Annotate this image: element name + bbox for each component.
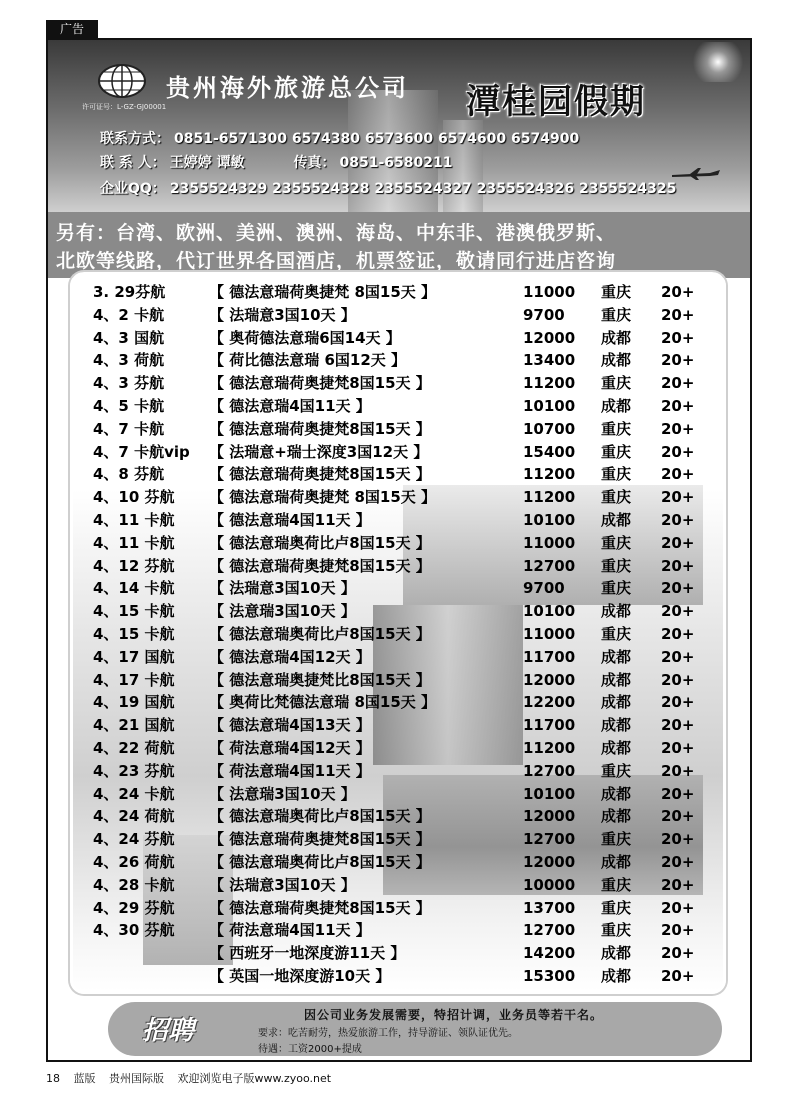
tour-departure-city: 重庆 — [601, 374, 632, 393]
tour-date: 4、10 芬航 — [93, 488, 175, 507]
tour-row — [73, 942, 723, 965]
tour-route: 【 法瑞意3国10天 】 — [209, 305, 356, 324]
tour-date: 4、5 卡航 — [93, 397, 165, 415]
tour-row — [73, 714, 723, 737]
tour-min-group: 20+ — [661, 374, 695, 393]
tour-date: 4、15 卡航 — [93, 625, 175, 643]
tour-departure-city: 成都 — [601, 944, 632, 963]
tour-min-group: 20+ — [661, 761, 695, 780]
tour-price: 12700 — [523, 761, 576, 780]
tour-date: 4、26 荷航 — [93, 853, 175, 871]
tour-departure-city: 重庆 — [601, 830, 632, 849]
tour-route: 【 德法意瑞4国11天 】 — [209, 397, 371, 415]
tour-row — [73, 555, 723, 578]
recruitment-box — [108, 1002, 722, 1056]
tour-departure-city: 成都 — [601, 647, 632, 666]
tour-price: 15300 — [523, 967, 576, 985]
tour-route: 【 荷比德法意瑞 6国12天 】 — [209, 351, 406, 370]
tour-row — [73, 600, 723, 623]
tour-price: 10100 — [523, 784, 576, 803]
tour-price: 9700 — [523, 579, 565, 598]
tour-price: 10700 — [523, 419, 576, 438]
tour-price: 11200 — [523, 739, 576, 757]
tour-price: 15400 — [523, 442, 576, 461]
tour-departure-city: 成都 — [601, 716, 632, 735]
tour-route: 【 法瑞意+瑞士深度3国12天 】 — [209, 442, 429, 461]
phone-numbers: 0851-6571300 6574380 6573600 6574600 6574900 — [174, 131, 580, 147]
recruit-headline: 因公司业务发展需要，特招计调，业务员等若干名。 — [304, 1008, 604, 1022]
tour-date: 4、24 卡航 — [93, 784, 175, 803]
airplane-icon — [670, 167, 722, 181]
tour-row — [73, 304, 723, 327]
tour-price: 11000 — [523, 533, 576, 552]
tour-date: 4、17 卡航 — [93, 670, 175, 689]
tour-departure-city: 重庆 — [601, 625, 632, 643]
tour-date: 4、30 芬航 — [93, 921, 175, 940]
tour-row — [73, 509, 723, 532]
tour-min-group: 20+ — [661, 647, 695, 666]
page-footer — [46, 1070, 341, 1086]
tour-departure-city: 重庆 — [601, 875, 632, 894]
tour-route: 【 德法意瑞荷奥捷梵8国15天 】 — [209, 419, 431, 438]
tour-departure-city: 重庆 — [601, 419, 632, 438]
tour-row — [73, 669, 723, 692]
contact-persons: 王婷婷 谭敏 — [169, 155, 245, 171]
tour-date: 4、24 芬航 — [93, 830, 175, 849]
tour-route: 【 法意瑞3国10天 】 — [209, 784, 356, 803]
tour-route: 【 西班牙一地深度游11天 】 — [209, 944, 406, 963]
tour-min-group: 20+ — [661, 419, 695, 438]
tour-row — [73, 623, 723, 646]
tour-departure-city: 重庆 — [601, 898, 632, 917]
contact-person-line — [100, 152, 452, 172]
tour-min-group: 20+ — [661, 305, 695, 324]
tour-route: 【 德法意瑞奥荷比卢8国15天 】 — [209, 853, 431, 871]
tour-route: 【 德法意瑞荷奥捷梵8国15天 】 — [209, 898, 431, 917]
tour-min-group: 20+ — [661, 716, 695, 735]
tour-route: 【 法瑞意3国10天 】 — [209, 875, 356, 894]
tour-date: 4、7 卡航 — [93, 419, 165, 438]
tour-row — [73, 760, 723, 783]
tour-route: 【 德法意瑞荷奥捷梵8国15天 】 — [209, 374, 431, 393]
tour-route: 【 德法意瑞荷奥捷梵8国15天 】 — [209, 465, 431, 484]
tour-price: 11000 — [523, 283, 576, 301]
tour-price: 9700 — [523, 305, 565, 324]
person-label: 联 系 人： — [100, 155, 166, 171]
tour-price: 11700 — [523, 647, 576, 666]
tour-date: 4、14 卡航 — [93, 579, 175, 598]
tour-date: 4、23 芬航 — [93, 761, 175, 780]
tour-min-group: 20+ — [661, 328, 695, 347]
tour-row — [73, 372, 723, 395]
other-routes-line-1: 另有：台湾、欧洲、美洲、澳洲、海岛、中东非、港澳俄罗斯、 — [56, 222, 617, 244]
tour-departure-city: 成都 — [601, 967, 632, 985]
tour-departure-city: 重庆 — [601, 579, 632, 598]
tour-min-group: 20+ — [661, 944, 695, 963]
tour-date: 4、22 荷航 — [93, 739, 175, 757]
tour-price: 12000 — [523, 670, 576, 689]
tour-row — [73, 691, 723, 714]
page-number: 18 — [46, 1072, 60, 1085]
tour-departure-city: 成都 — [601, 670, 632, 689]
tour-price: 12000 — [523, 853, 576, 871]
tour-row — [73, 349, 723, 372]
license-number: 许可证号：L-GZ-GJ00001 — [82, 103, 167, 111]
tour-route: 【 德法意瑞奥捷梵比8国15天 】 — [209, 670, 431, 689]
tour-min-group: 20+ — [661, 488, 695, 507]
tour-row — [73, 805, 723, 828]
tour-route: 【 德法意瑞荷奥捷梵8国15天 】 — [209, 830, 431, 849]
tour-date: 3. 29芬航 — [93, 283, 166, 301]
tour-price: 12000 — [523, 328, 576, 347]
tour-price: 10100 — [523, 602, 576, 621]
tour-departure-city: 成都 — [601, 807, 632, 826]
tour-min-group: 20+ — [661, 397, 695, 415]
tour-departure-city: 成都 — [601, 739, 632, 757]
tour-min-group: 20+ — [661, 465, 695, 484]
tour-departure-city: 成都 — [601, 351, 632, 370]
tour-date: 4、8 芬航 — [93, 465, 165, 484]
tour-min-group: 20+ — [661, 511, 695, 529]
brand-title: 潭桂园假期 — [466, 82, 646, 122]
tour-price: 12200 — [523, 693, 576, 712]
tour-min-group: 20+ — [661, 807, 695, 826]
contact-qq-line — [100, 178, 676, 198]
tour-route: 【 英国一地深度游10天 】 — [209, 967, 391, 985]
tour-min-group: 20+ — [661, 921, 695, 940]
tour-price: 12700 — [523, 556, 576, 575]
tour-date: 4、28 卡航 — [93, 875, 175, 894]
advertisement-frame — [46, 38, 752, 1062]
tour-route: 【 奥荷比梵德法意瑞 8国15天 】 — [209, 693, 436, 712]
tour-date: 4、12 芬航 — [93, 556, 175, 575]
tour-row — [73, 418, 723, 441]
tour-route: 【 德法意瑞奥荷比卢8国15天 】 — [209, 533, 431, 552]
sun-glow — [688, 42, 748, 82]
globe-logo-icon — [98, 64, 146, 98]
tour-route: 【 德法意瑞荷奥捷梵8国15天 】 — [209, 556, 431, 575]
tour-route: 【 德法意瑞4国11天 】 — [209, 511, 371, 529]
tour-price: 10000 — [523, 875, 576, 894]
fax-number: 0851-6580211 — [339, 155, 453, 171]
tour-price: 11000 — [523, 625, 576, 643]
tour-route: 【 德法意瑞荷奥捷梵 8国15天 】 — [209, 283, 436, 301]
tour-departure-city: 成都 — [601, 328, 632, 347]
tour-date: 4、24 荷航 — [93, 807, 175, 826]
tour-min-group: 20+ — [661, 693, 695, 712]
tour-row — [73, 441, 723, 464]
tour-route: 【 德法意瑞荷奥捷梵 8国15天 】 — [209, 488, 436, 507]
tour-route: 【 法瑞意3国10天 】 — [209, 579, 356, 598]
tour-departure-city: 成都 — [601, 397, 632, 415]
tour-price: 13700 — [523, 898, 576, 917]
tour-departure-city: 重庆 — [601, 283, 632, 301]
tour-date: 4、2 卡航 — [93, 305, 165, 324]
tour-departure-city: 成都 — [601, 511, 632, 529]
website-link[interactable]: 欢迎浏览电子版www.zyoo.net — [177, 1072, 332, 1085]
tour-min-group: 20+ — [661, 875, 695, 894]
tour-row — [73, 897, 723, 920]
tour-min-group: 20+ — [661, 579, 695, 598]
tour-price: 12700 — [523, 830, 576, 849]
tour-min-group: 20+ — [661, 898, 695, 917]
tour-route: 【 法意瑞3国10天 】 — [209, 602, 356, 621]
tour-date: 4、19 国航 — [93, 693, 175, 712]
tour-departure-city: 重庆 — [601, 488, 632, 507]
tour-departure-city: 成都 — [601, 784, 632, 803]
qq-label: 企业QQ： — [100, 181, 166, 197]
tour-min-group: 20+ — [661, 602, 695, 621]
tour-price: 12000 — [523, 807, 576, 826]
tour-min-group: 20+ — [661, 784, 695, 803]
tour-route: 【 德法意瑞4国12天 】 — [209, 647, 371, 666]
tour-price: 11200 — [523, 465, 576, 484]
tour-route: 【 荷法意瑞4国11天 】 — [209, 921, 371, 940]
tour-departure-city: 重庆 — [601, 442, 632, 461]
tour-date: 4、3 芬航 — [93, 374, 165, 393]
tour-route: 【 德法意瑞奥荷比卢8国15天 】 — [209, 807, 431, 826]
tour-route: 【 德法意瑞奥荷比卢8国15天 】 — [209, 625, 431, 643]
tour-date: 4、17 国航 — [93, 647, 175, 666]
tour-date: 4、21 国航 — [93, 716, 175, 735]
tour-min-group: 20+ — [661, 967, 695, 985]
tour-date: 4、11 卡航 — [93, 511, 175, 529]
tour-min-group: 20+ — [661, 830, 695, 849]
tour-row — [73, 851, 723, 874]
tour-price: 11200 — [523, 488, 576, 507]
tour-price: 10100 — [523, 397, 576, 415]
tour-min-group: 20+ — [661, 351, 695, 370]
qq-numbers: 2355524329 2355524328 2355524327 2355524326 2355524325 — [169, 181, 677, 197]
tour-price: 11700 — [523, 716, 576, 735]
tour-route: 【 德法意瑞4国13天 】 — [209, 716, 371, 735]
phone-label: 联系方式： — [100, 131, 170, 147]
tour-departure-city: 重庆 — [601, 761, 632, 780]
header-banner — [48, 40, 750, 212]
other-routes-banner — [48, 212, 750, 278]
recruit-requirement: 要求：吃苦耐劳，热爱旅游工作，持导游证、领队证优先。 — [258, 1028, 518, 1039]
tour-row — [73, 783, 723, 806]
tour-min-group: 20+ — [661, 283, 695, 301]
tour-date: 4、3 荷航 — [93, 351, 165, 370]
tour-row — [73, 646, 723, 669]
tour-min-group: 20+ — [661, 853, 695, 871]
tour-date: 4、15 卡航 — [93, 602, 175, 621]
tour-row — [73, 281, 723, 304]
tour-min-group: 20+ — [661, 670, 695, 689]
tour-row — [73, 463, 723, 486]
tour-row — [73, 919, 723, 942]
section-label: 贵州国际版 — [109, 1072, 164, 1085]
tour-row — [73, 965, 723, 988]
tour-price: 14200 — [523, 944, 576, 963]
tour-departure-city: 重庆 — [601, 533, 632, 552]
tour-price: 13400 — [523, 351, 576, 370]
tour-price: 11200 — [523, 374, 576, 393]
tour-min-group: 20+ — [661, 625, 695, 643]
tour-date: 4、29 芬航 — [93, 898, 175, 917]
tour-departure-city: 成都 — [601, 693, 632, 712]
fax-label: 传真： — [293, 155, 336, 171]
edition-label: 蓝版 — [73, 1072, 96, 1085]
tour-route: 【 荷法意瑞4国12天 】 — [209, 739, 371, 757]
tour-min-group: 20+ — [661, 556, 695, 575]
ad-tag: 广告 — [46, 20, 98, 38]
tour-row — [73, 577, 723, 600]
recruit-treatment: 待遇：工资2000+提成 — [258, 1044, 362, 1055]
tour-price: 12700 — [523, 921, 576, 940]
tour-departure-city: 重庆 — [601, 556, 632, 575]
tour-departure-city: 成都 — [601, 853, 632, 871]
tour-row — [73, 737, 723, 760]
tour-row — [73, 532, 723, 555]
tour-row — [73, 327, 723, 350]
recruit-badge: 招聘 — [142, 1016, 195, 1046]
tour-departure-city: 重庆 — [601, 305, 632, 324]
tour-route: 【 奥荷德法意瑞6国14天 】 — [209, 328, 401, 347]
tour-departure-city: 重庆 — [601, 465, 632, 484]
tour-date: 4、7 卡航vip — [93, 442, 190, 461]
tour-date: 4、3 国航 — [93, 328, 165, 347]
tour-min-group: 20+ — [661, 533, 695, 552]
tour-row — [73, 828, 723, 851]
tour-price: 10100 — [523, 511, 576, 529]
tour-min-group: 20+ — [661, 442, 695, 461]
tour-list-panel — [70, 272, 726, 994]
tour-route: 【 荷法意瑞4国11天 】 — [209, 761, 371, 780]
tour-row — [73, 874, 723, 897]
tour-row — [73, 395, 723, 418]
tour-date: 4、11 卡航 — [93, 533, 175, 552]
tour-departure-city: 成都 — [601, 602, 632, 621]
tour-min-group: 20+ — [661, 739, 695, 757]
other-routes-line-2: 北欧等线路，代订世界各国酒店，机票签证，敬请同行进店咨询 — [56, 250, 617, 272]
tour-row — [73, 486, 723, 509]
contact-phone-line — [100, 128, 579, 148]
tour-departure-city: 重庆 — [601, 921, 632, 940]
company-name: 贵州海外旅游总公司 — [166, 73, 409, 102]
